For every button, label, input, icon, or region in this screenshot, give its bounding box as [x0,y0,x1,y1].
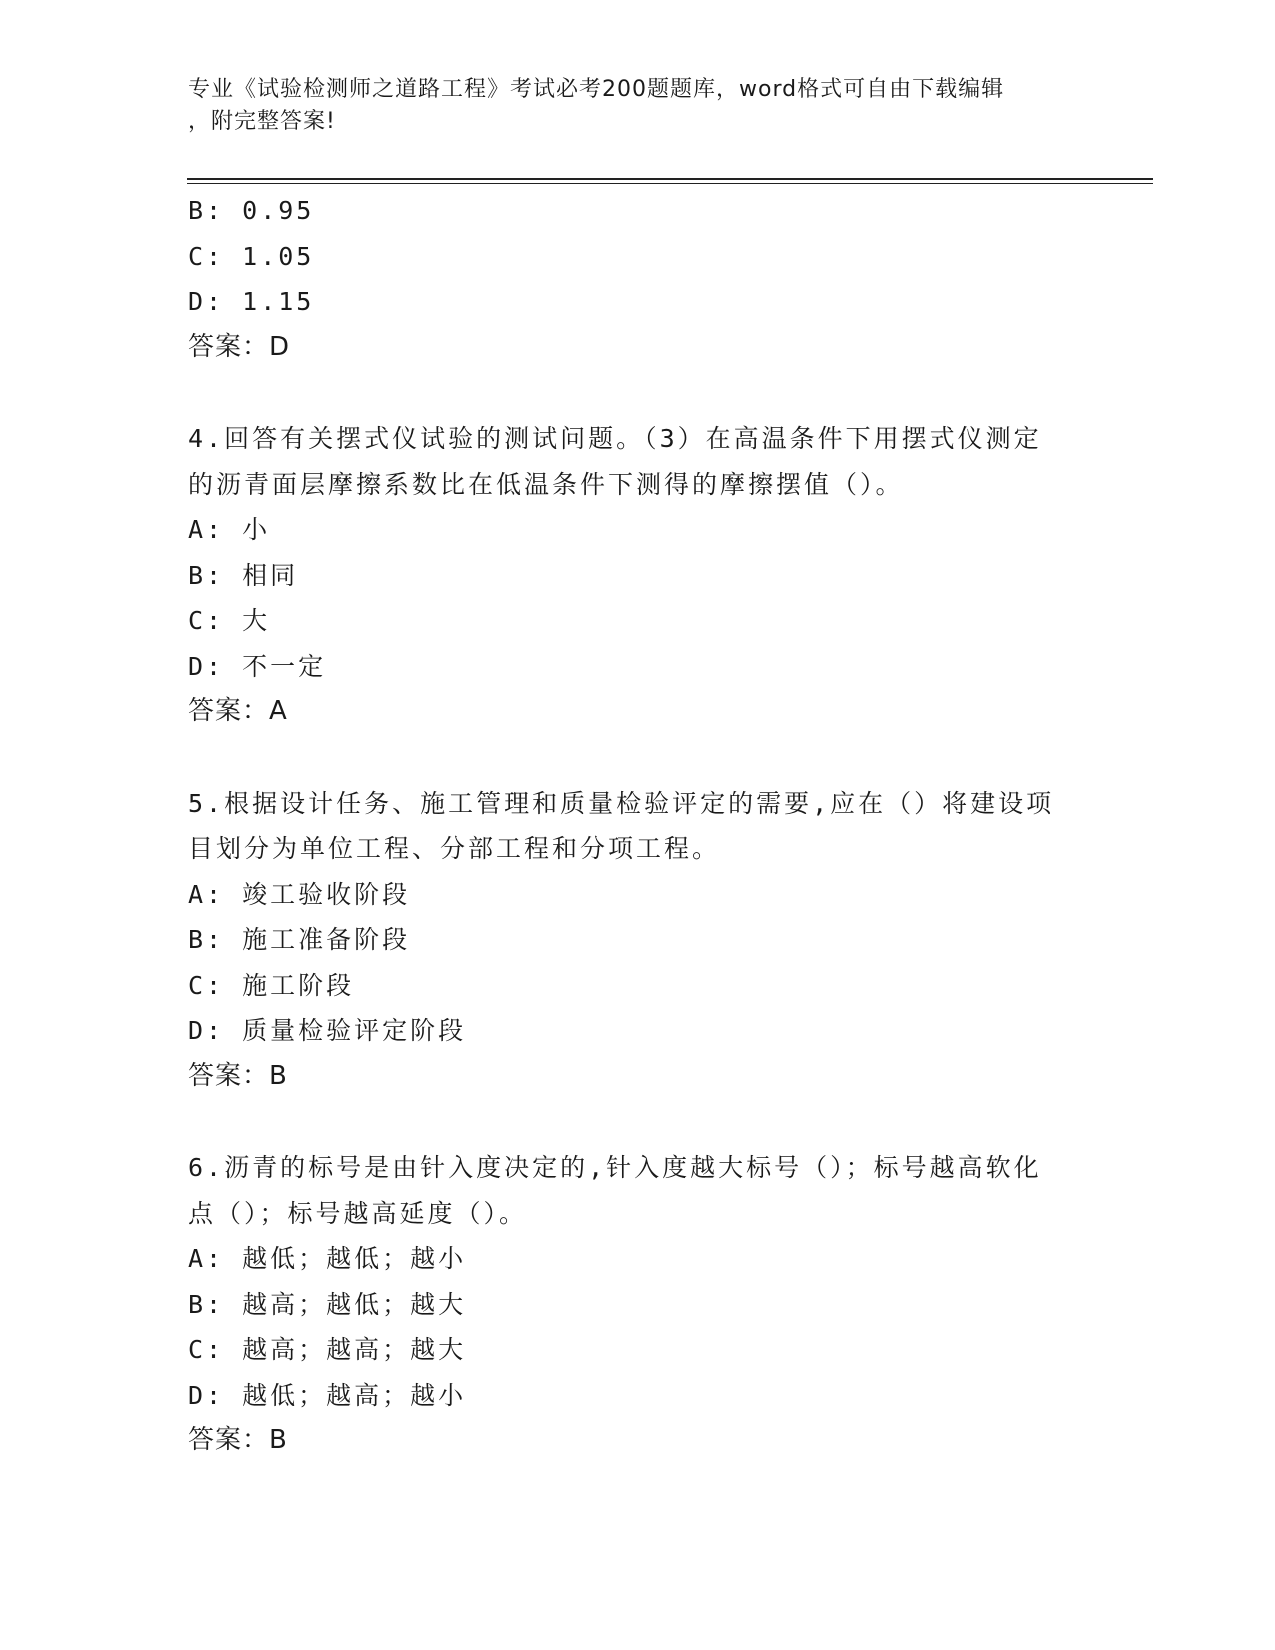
question-text-line-1: 5.根据设计任务、施工管理和质量检验评定的需要,应在（）将建设项 [188,788,1055,818]
option-b: B: 相同 [188,560,299,590]
option-c: C: 施工阶段 [188,970,355,1000]
question-text-line-1: 4.回答有关摆式仪试验的测试问题。（3）在高温条件下用摆式仪测定 [188,424,1042,453]
option-b: B: 越高；越低；越大 [188,1289,467,1319]
question-text-line-2: 点（）；标号越高延度（）。 [188,1198,528,1228]
option-b: B: 0.95 [188,196,315,225]
document-header [188,74,1068,138]
answer-line: 答案：B [188,1060,288,1091]
option-a: A: 越低；越低；越小 [188,1244,467,1273]
question-5 [188,781,1088,1100]
option-d: D: 质量检验评定阶段 [188,1016,467,1045]
option-a: A: 小 [188,515,271,544]
header-title-line-2: ，附完整答案! [188,109,336,134]
question-text-line-2: 目划分为单位工程、分部工程和分项工程。 [188,834,721,863]
header-divider-thin [187,183,1153,184]
answer-line: 答案：D [188,331,291,362]
option-a: A: 竣工验收阶段 [188,879,411,909]
header-divider-thick [187,178,1153,180]
answer-line: 答案：B [188,1425,288,1455]
option-d: D: 不一定 [188,651,327,681]
option-c: C: 大 [188,606,271,635]
option-d: D: 越低；越高；越小 [188,1380,467,1410]
header-title-line-1: 专业《试验检测师之道路工程》考试必考200题题库，word格式可自由下载编辑 [188,77,1005,102]
question-3-tail [188,188,1088,370]
option-b: B: 施工准备阶段 [188,925,411,954]
question-4 [188,416,1088,735]
question-list [188,188,1088,1464]
option-c: C: 1.05 [188,241,315,271]
option-c: C: 越高；越高；越大 [188,1335,467,1364]
question-text-line-2: 的沥青面层摩擦系数比在低温条件下测得的摩擦摆值（）。 [188,469,904,499]
question-6 [188,1145,1088,1464]
question-text-line-1: 6.沥青的标号是由针入度决定的,针入度越大标号（）；标号越高软化 [188,1153,1042,1182]
option-d: D: 1.15 [188,287,315,316]
answer-line: 答案：A [188,696,288,726]
